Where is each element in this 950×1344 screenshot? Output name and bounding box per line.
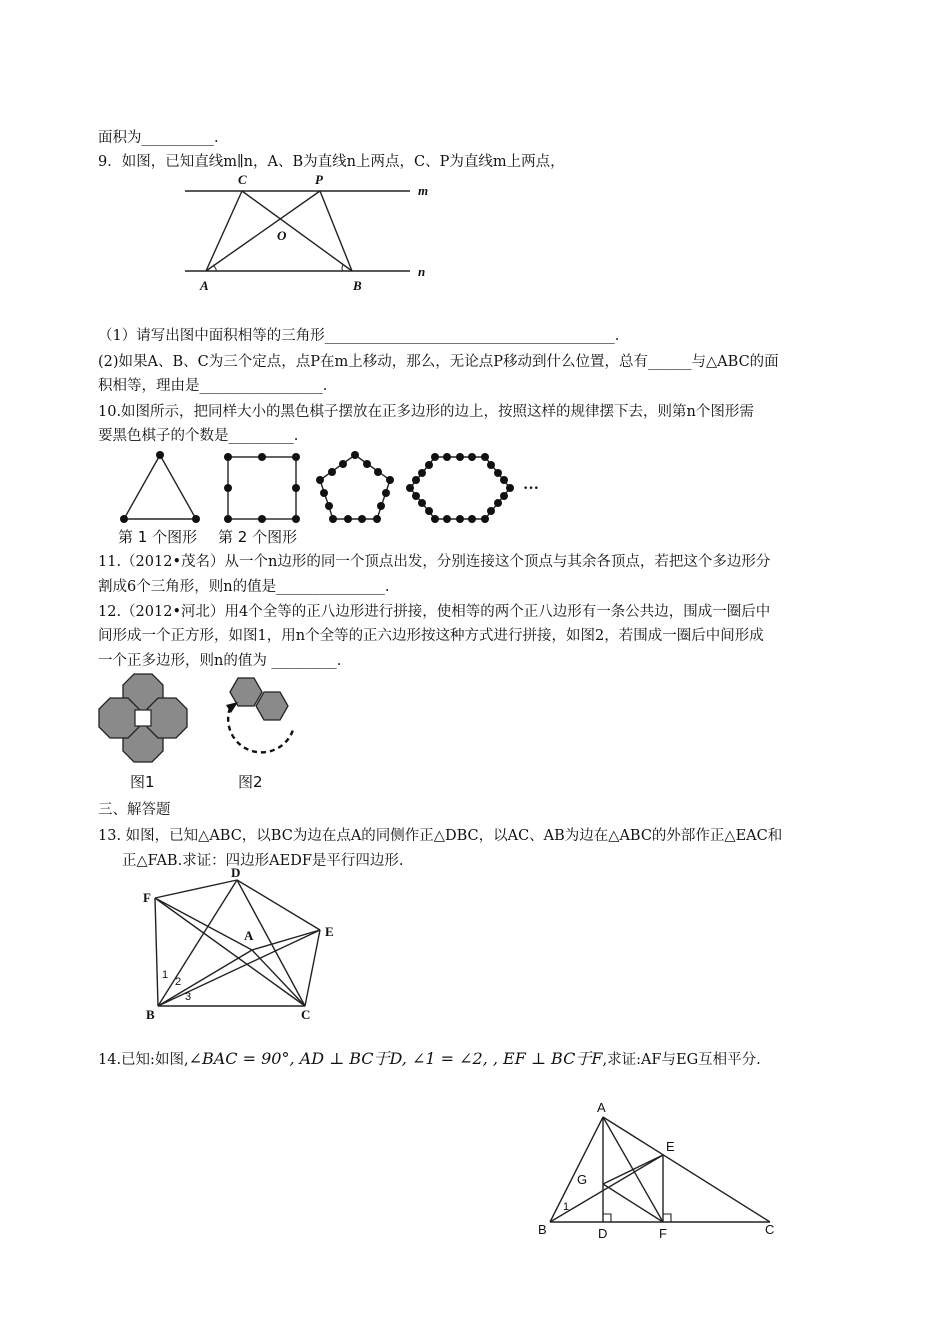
- label-A: A: [597, 1100, 606, 1115]
- label-B: B: [538, 1222, 547, 1237]
- question-13: 13. 如图，已知△ABC，以BC为边在点A的同侧作正△DBC，以AC、AB为边在△ABC的外部作正△EAC和: [98, 828, 783, 844]
- caption-fig-2: 图2: [238, 773, 263, 791]
- figure-14: [535, 1097, 785, 1242]
- figure-9: [180, 172, 450, 297]
- label-O: O: [277, 228, 287, 243]
- question-12: 12.（2012•河北）用4个全等的正八边形进行拼接，使相等的两个正八边形有一条公共边，围成一圈后中: [98, 604, 771, 620]
- label-D: D: [598, 1226, 608, 1241]
- figure-13: [140, 865, 350, 1023]
- question-11: 11.（2012•茂名）从一个n边形的同一个顶点出发，分别连接这个顶点与其余各顶点，若把这个多边形分: [98, 554, 771, 570]
- label-E: E: [325, 924, 334, 939]
- label-C: C: [765, 1222, 775, 1237]
- angle-1: 1: [563, 1201, 570, 1213]
- caption-fig-1: 图1: [130, 773, 155, 791]
- angle-2: 2: [175, 976, 182, 988]
- section-heading: 三、解答题: [98, 802, 171, 818]
- label-F: F: [143, 890, 151, 905]
- question-9: 9．如图，已知直线m∥n，A、B为直线n上两点，C、P为直线m上两点，: [98, 154, 565, 170]
- text-line-area: 面积为__________.: [98, 130, 219, 146]
- question-9-part-2-cont: 积相等，理由是_________________.: [98, 378, 328, 394]
- label-D: D: [231, 865, 241, 880]
- question-14: [98, 1049, 761, 1070]
- caption-figure-2: 第 2 个图形: [218, 528, 298, 546]
- label-C: C: [301, 1007, 311, 1022]
- question-12-cont: 间形成一个正方形，如图1，用n个全等的正六边形按这种方式进行拼接，如图2，若围成一圈后中间形成: [98, 628, 764, 644]
- label-G: G: [577, 1172, 588, 1187]
- figure-12: [95, 672, 305, 794]
- ellipsis: ···: [523, 480, 540, 497]
- question-9-part-2: (2)如果A、B、C为三个定点，点P在m上移动，那么，无论点P移动到什么位置，总有______与△ABC的面: [98, 354, 779, 370]
- angle-1: 1: [162, 969, 169, 981]
- label-P: P: [315, 172, 323, 187]
- label-n: n: [418, 264, 426, 279]
- label-B: B: [353, 278, 362, 293]
- question-10: 10.如图所示，把同样大小的黑色棋子摆放在正多边形的边上，按照这样的规律摆下去，则第n个图形需: [98, 404, 754, 420]
- question-10-cont: 要黑色棋子的个数是_________.: [98, 428, 299, 444]
- label-A: A: [244, 928, 254, 943]
- label-B: B: [146, 1007, 155, 1022]
- question-14-math: ∠BAC = 90°, AD ⊥ BC于D, ∠1 = ∠2, , EF ⊥ BC于F: [188, 1049, 603, 1068]
- question-12-cont2: 一个正多边形，则n的值为 _________.: [98, 653, 342, 669]
- question-14-prefix: 14.已知:如图,: [98, 1052, 189, 1068]
- caption-figure-1: 第 1 个图形: [118, 528, 198, 546]
- question-14-suffix: ,求证:AF与EG互相平分.: [602, 1052, 761, 1068]
- question-9-part-1: （1）请写出图中面积相等的三角形________________________________________.: [98, 328, 620, 344]
- angle-3: 3: [185, 991, 192, 1003]
- figure-10: [110, 445, 560, 545]
- question-11-cont: 割成6个三角形，则n的值是_______________.: [98, 579, 390, 595]
- question-13-cont: 正△FAB.求证：四边形AEDF是平行四边形.: [122, 853, 404, 869]
- label-A: A: [200, 278, 209, 293]
- label-m: m: [418, 183, 429, 198]
- label-C: C: [238, 172, 247, 187]
- label-E: E: [666, 1139, 675, 1154]
- label-F: F: [659, 1226, 667, 1241]
